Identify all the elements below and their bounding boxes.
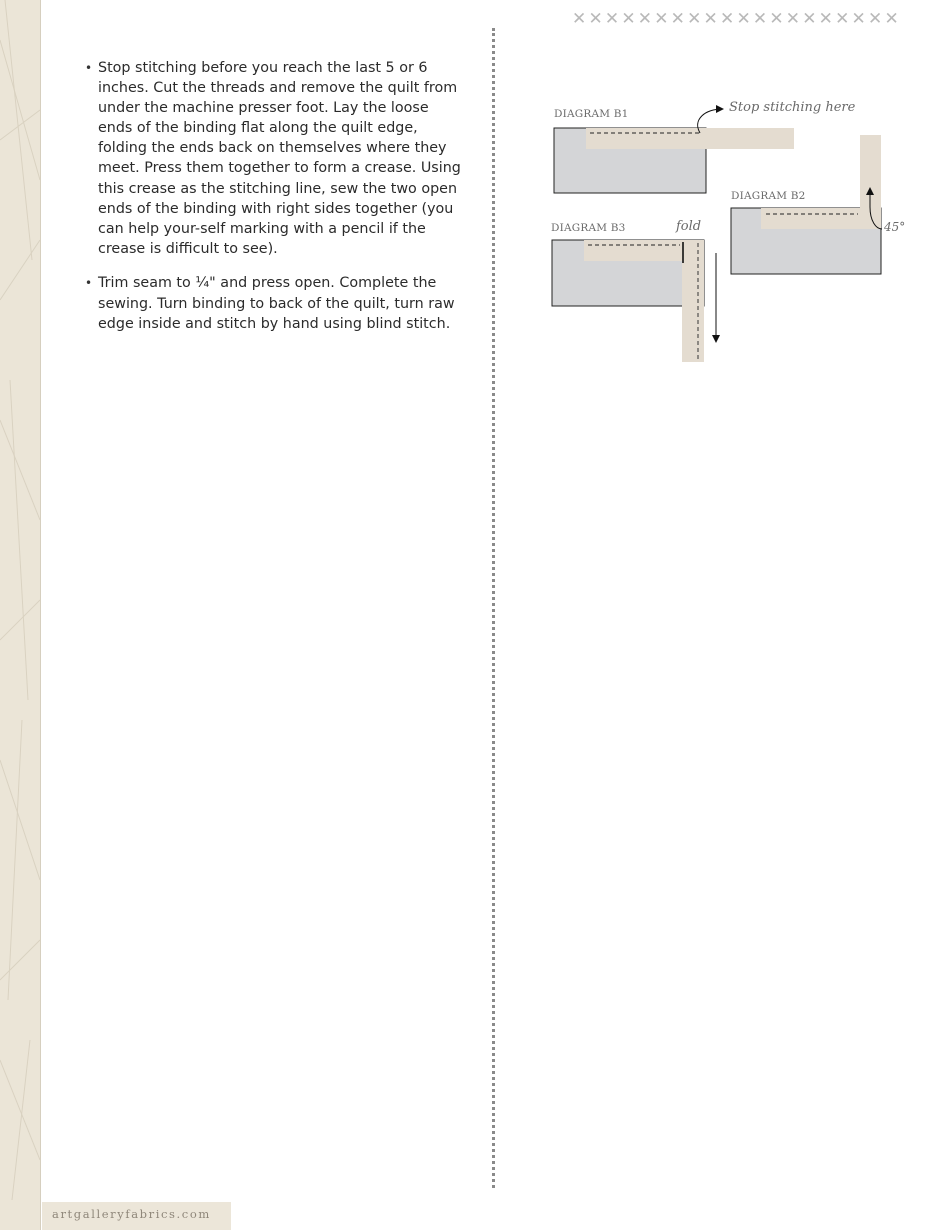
column-divider xyxy=(492,28,495,1188)
diagram-b2-label: DIAGRAM B2 xyxy=(731,190,806,202)
diagram-b1 xyxy=(554,109,794,193)
instructions-list xyxy=(82,58,466,348)
footer-bar xyxy=(42,1202,231,1230)
stop-stitching-note: Stop stitching here xyxy=(729,100,856,115)
diagram-art xyxy=(540,95,920,375)
diagram-b2 xyxy=(731,135,882,274)
cross-stitch-border: ✕✕✕✕✕✕✕✕✕✕✕✕✕✕✕✕✕✕✕✕ xyxy=(572,10,901,28)
instruction-item: • Trim seam to ¼" and press open. Complete the sewing. Turn binding to back of the quilt, turn raw edge inside and stitch by hand using blind stitch. xyxy=(98,273,466,333)
fold-note: fold xyxy=(676,219,702,234)
diagram-b3 xyxy=(552,240,716,362)
diagram-b1-label: DIAGRAM B1 xyxy=(554,108,629,120)
diagram-b3-label: DIAGRAM B3 xyxy=(551,222,626,234)
instruction-item: • Stop stitching before you reach the last 5 or 6 inches. Cut the threads and remove the quilt from under the machine presser foot. Lay the loose ends of the binding flat along the quilt edge, folding the ends back on themselves where they meet. Press them together to form a crease. Using this crease as the stitching line, sew the two open ends of the binding with right sides together (you can help your-self marking with a pencil if the crease is difficult to see). xyxy=(98,58,466,259)
angle-note: 45° xyxy=(884,220,906,234)
linen-texture-strip xyxy=(0,0,41,1230)
website-link[interactable]: artgalleryfabrics.com xyxy=(52,1207,211,1221)
binding-diagrams xyxy=(540,95,920,375)
